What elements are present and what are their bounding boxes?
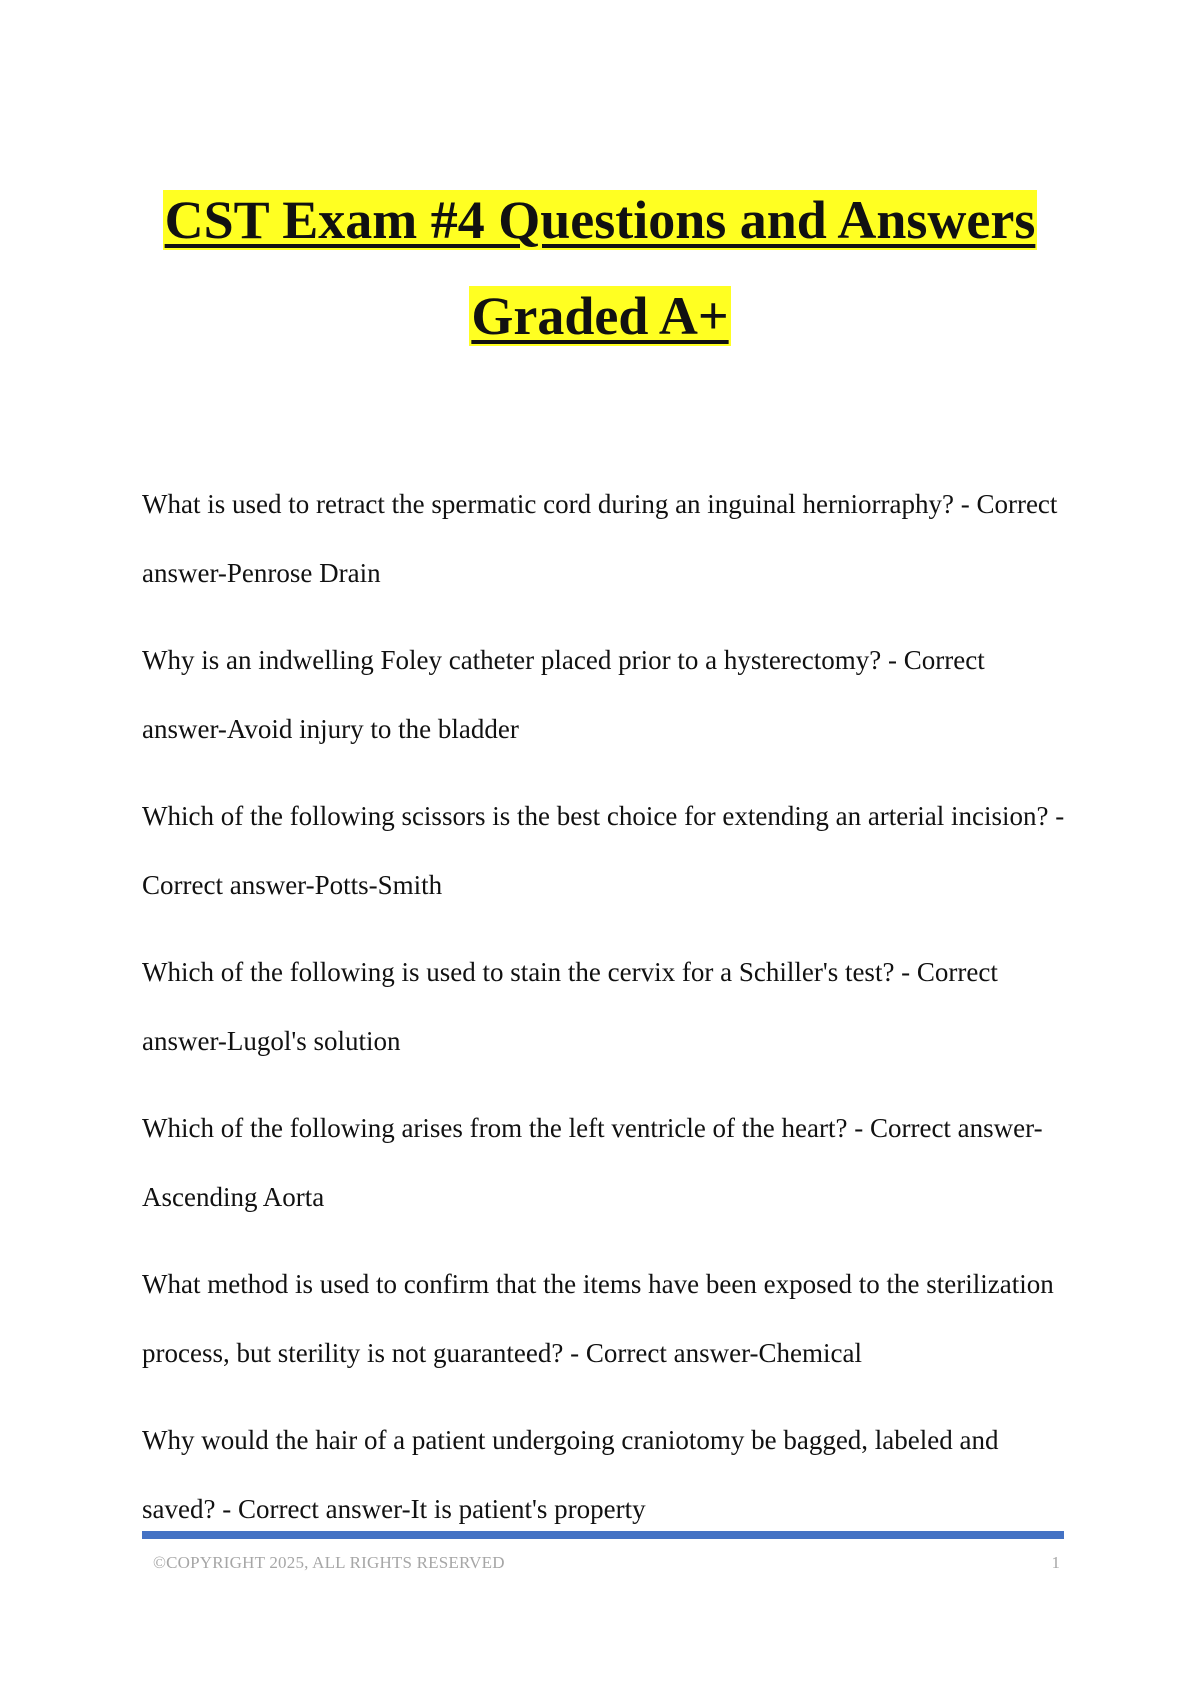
qa-item: What is used to retract the spermatic cord during an inguinal herniorraphy? - Correct answer-Penrose Drain	[142, 489, 1058, 588]
title-line-1: CST Exam #4 Questions and Answers	[164, 190, 1036, 250]
qa-item: Which of the following scissors is the best choice for extending an arterial incision? - Correct answer-Potts-Smith	[142, 801, 1065, 900]
qa-item: Which of the following is used to stain the cervix for a Schiller's test? - Correct answer-Lugol's solution	[142, 957, 998, 1056]
qa-item: Which of the following arises from the left ventricle of the heart? - Correct answer-Ascending Aorta	[142, 1113, 1043, 1212]
qa-list	[142, 470, 1072, 1562]
title-line-2: Graded A+	[471, 286, 729, 346]
footer-divider	[142, 1531, 1064, 1539]
document-title	[0, 190, 1200, 382]
qa-item: What method is used to confirm that the items have been exposed to the sterilization process, but sterility is not guaranteed? - Correct answer-Chemical	[142, 1269, 1054, 1368]
footer-copyright: ©COPYRIGHT 2025, ALL RIGHTS RESERVED	[153, 1553, 505, 1572]
qa-item: Why would the hair of a patient undergoing craniotomy be bagged, labeled and saved? - Correct answer-It is patient's property	[142, 1425, 999, 1524]
qa-item: Why is an indwelling Foley catheter placed prior to a hysterectomy? - Correct answer-Avoid injury to the bladder	[142, 645, 985, 744]
page-number: 1	[1051, 1553, 1060, 1572]
